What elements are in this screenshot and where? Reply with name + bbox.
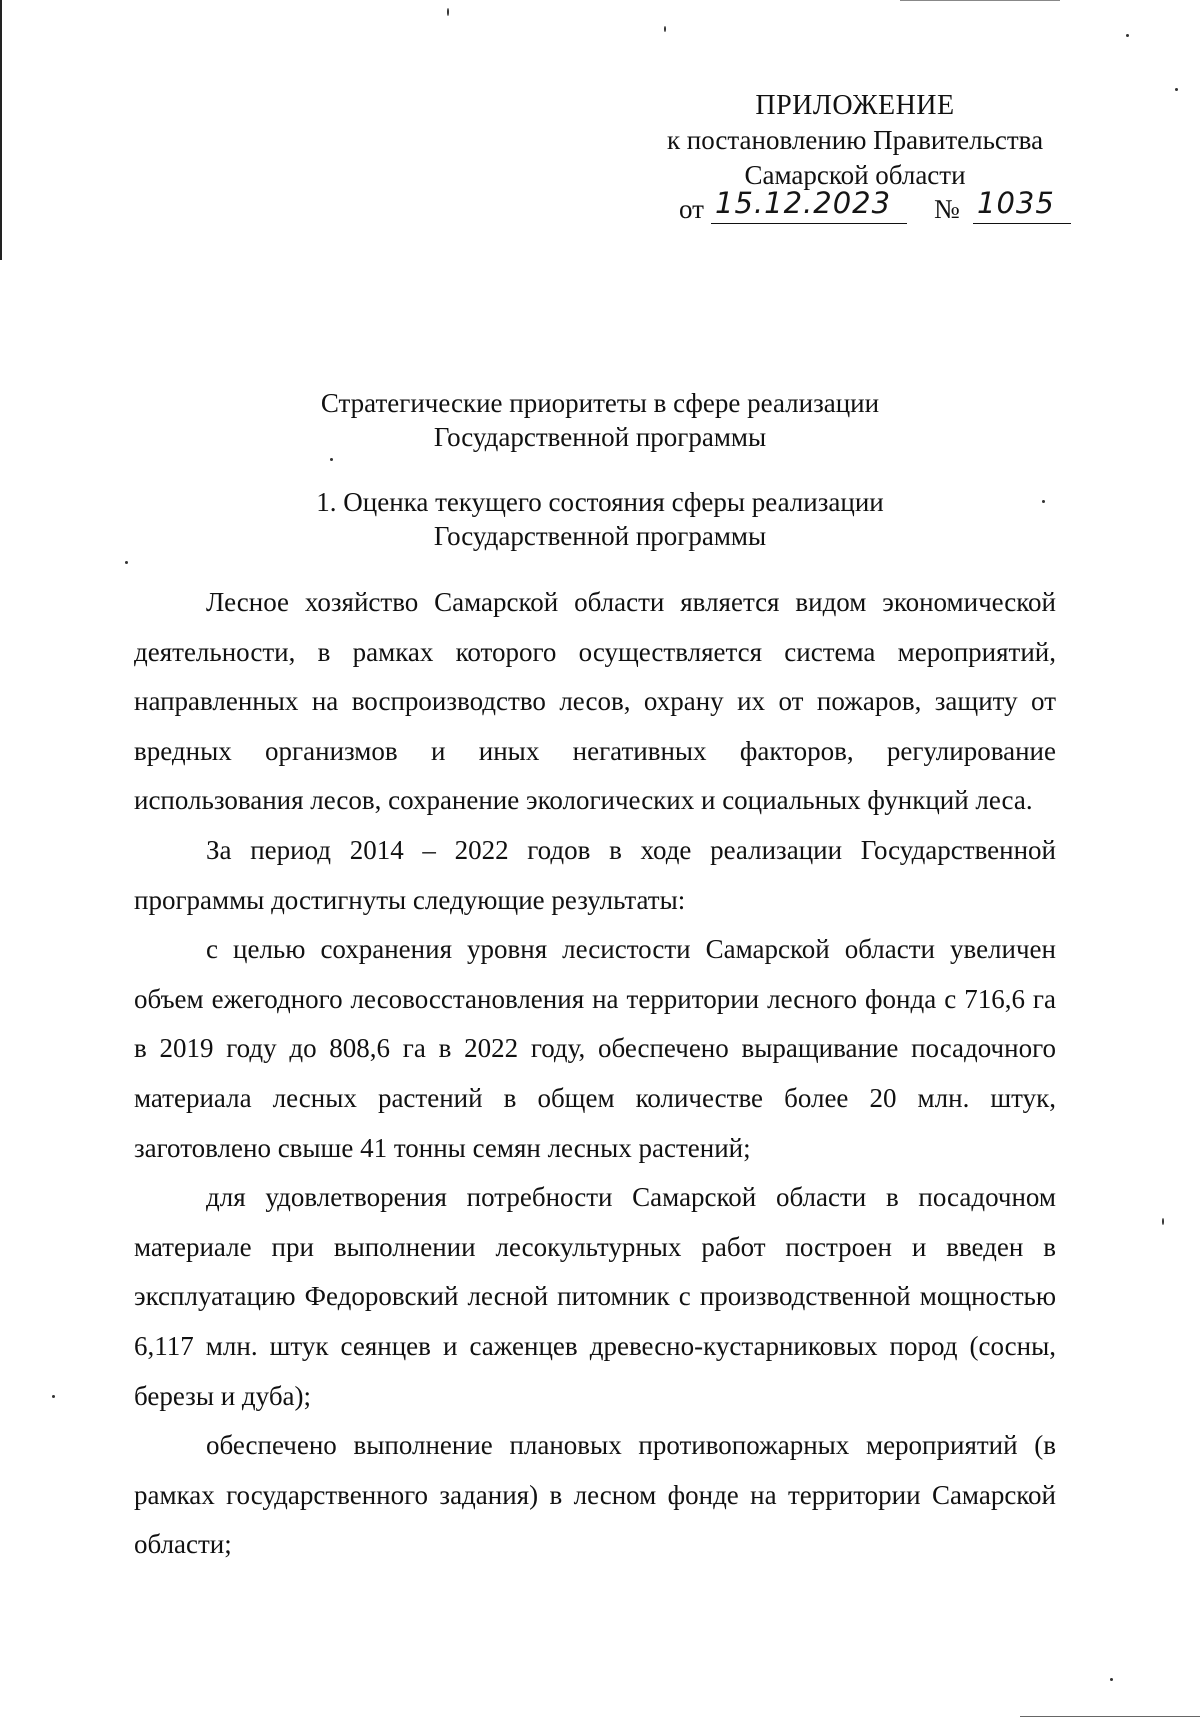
scan-edge	[0, 0, 2, 260]
paragraph: обеспечено выполнение плановых противопожарных мероприятий (в рамках государственного задания) в лесном фонде на территории Самарской области;	[134, 1430, 1056, 1560]
scan-speck	[330, 458, 333, 461]
scan-speck	[52, 1395, 55, 1398]
section-heading-line-1: 1. Оценка текущего состояния сферы реализации	[316, 487, 884, 517]
scan-edge	[900, 0, 1060, 1]
handwritten-date: 15.12.2023	[715, 186, 892, 220]
main-heading-line-1: Стратегические приоритеты в сфере реализации	[320, 388, 880, 418]
section-heading-line-2: Государственной программы	[433, 521, 767, 551]
paragraph: для удовлетворения потребности Самарской области в посадочном материале при выполнении лесокультурных работ построен и введен в эксплуатацию Федоровский лесной питомник с производственной мощностью 6,117 млн. штук сеянцев и саженцев древесно-кустарниковых пород (сосны, березы и дуба);	[134, 1182, 1056, 1411]
scan-speck	[1126, 34, 1129, 37]
scan-speck	[1175, 88, 1178, 91]
resolution-date-number	[679, 186, 1079, 226]
main-heading-line-2: Государственной программы	[433, 422, 767, 452]
section-heading	[200, 485, 1000, 553]
number-underline	[973, 223, 1071, 224]
scan-speck	[447, 8, 449, 16]
appendix-line-2: Самарской области	[744, 160, 966, 190]
scan-speck	[1110, 1678, 1113, 1681]
date-underline	[711, 223, 907, 224]
scan-speck	[125, 561, 128, 564]
main-heading	[200, 386, 1000, 454]
date-prefix: от	[679, 194, 704, 224]
paragraph: с целью сохранения уровня лесистости Самарской области увеличен объем ежегодного лесовосстановления на территории лесного фонда с 716,6 га в 2019 году до 808,6 га в 2022 году, обеспечено выращивание посадочного материала лесных растений в общем количестве более 20 млн. штук, заготовлено свыше 41 тонны семян лесных растений;	[134, 934, 1056, 1163]
handwritten-number: 1035	[977, 186, 1055, 220]
appendix-line-1: к постановлению Правительства	[666, 125, 1044, 155]
scan-speck	[664, 26, 666, 32]
body-text	[134, 578, 1056, 1570]
appendix-header	[640, 88, 1070, 193]
appendix-title: ПРИЛОЖЕНИЕ	[755, 90, 955, 121]
paragraph: За период 2014 – 2022 годов в ходе реализации Государственной программы достигнуты следующие результаты:	[134, 834, 1056, 915]
number-prefix: №	[934, 194, 960, 224]
scan-speck	[1042, 500, 1045, 503]
scan-speck	[1162, 1218, 1164, 1225]
paragraph: Лесное хозяйство Самарской области является видом экономической деятельности, в рамках которого осуществляется система мероприятий, направленных на воспроизводство лесов, охрану их от пожаров, защиту от вредных организмов и иных негативных факторов, регулирование использования лесов, сохранение экологических и социальных функций леса.	[134, 587, 1056, 816]
